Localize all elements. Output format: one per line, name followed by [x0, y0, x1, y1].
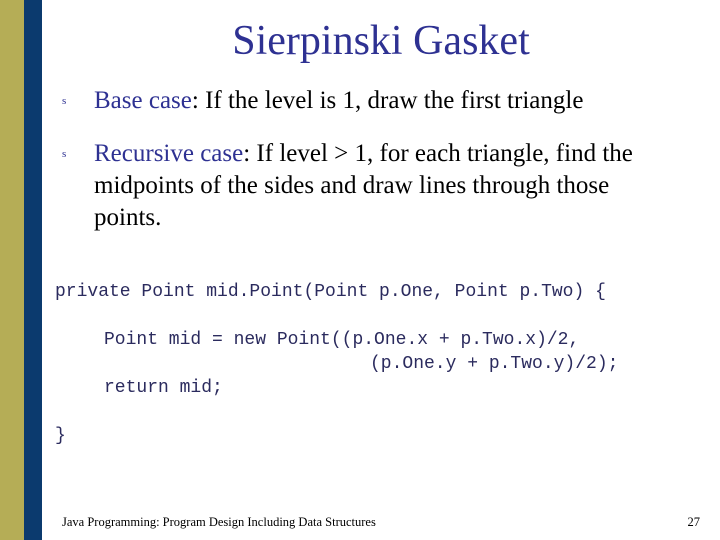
- left-decor-bar-olive: [0, 0, 24, 540]
- bullet-term: Base case: [94, 87, 192, 114]
- bullet-term: Recursive case: [94, 140, 244, 167]
- slide-title: Sierpinski Gasket: [232, 18, 530, 64]
- bullet-recursive-case: [62, 138, 682, 234]
- left-decor-bar-navy: [24, 0, 42, 540]
- bullet-marker-icon: s: [62, 148, 67, 160]
- bullet-marker-icon: s: [62, 95, 67, 107]
- bullet-text: [94, 85, 682, 117]
- code-line-signature: private Point mid.Point(Point p.One, Point p.Two) {: [55, 282, 606, 302]
- bullet-text: [94, 138, 682, 234]
- bullet-base-case: [62, 85, 682, 117]
- page-number: 27: [687, 515, 700, 529]
- footer-course-title: Java Programming: Program Design Including Data Structures: [62, 515, 376, 529]
- code-line-declaration: Point mid = new Point((p.One.x + p.Two.x)/2,: [104, 330, 580, 350]
- code-line-continuation: (p.One.y + p.Two.y)/2);: [370, 354, 619, 374]
- bullet-body: : If level > 1, for each triangle, find the midpoints of the sides and draw lines through those points.: [94, 140, 633, 231]
- code-line-return: return mid;: [104, 378, 223, 398]
- code-line-closing-brace: }: [55, 426, 66, 446]
- bullet-body: : If the level is 1, draw the first triangle: [191, 87, 584, 114]
